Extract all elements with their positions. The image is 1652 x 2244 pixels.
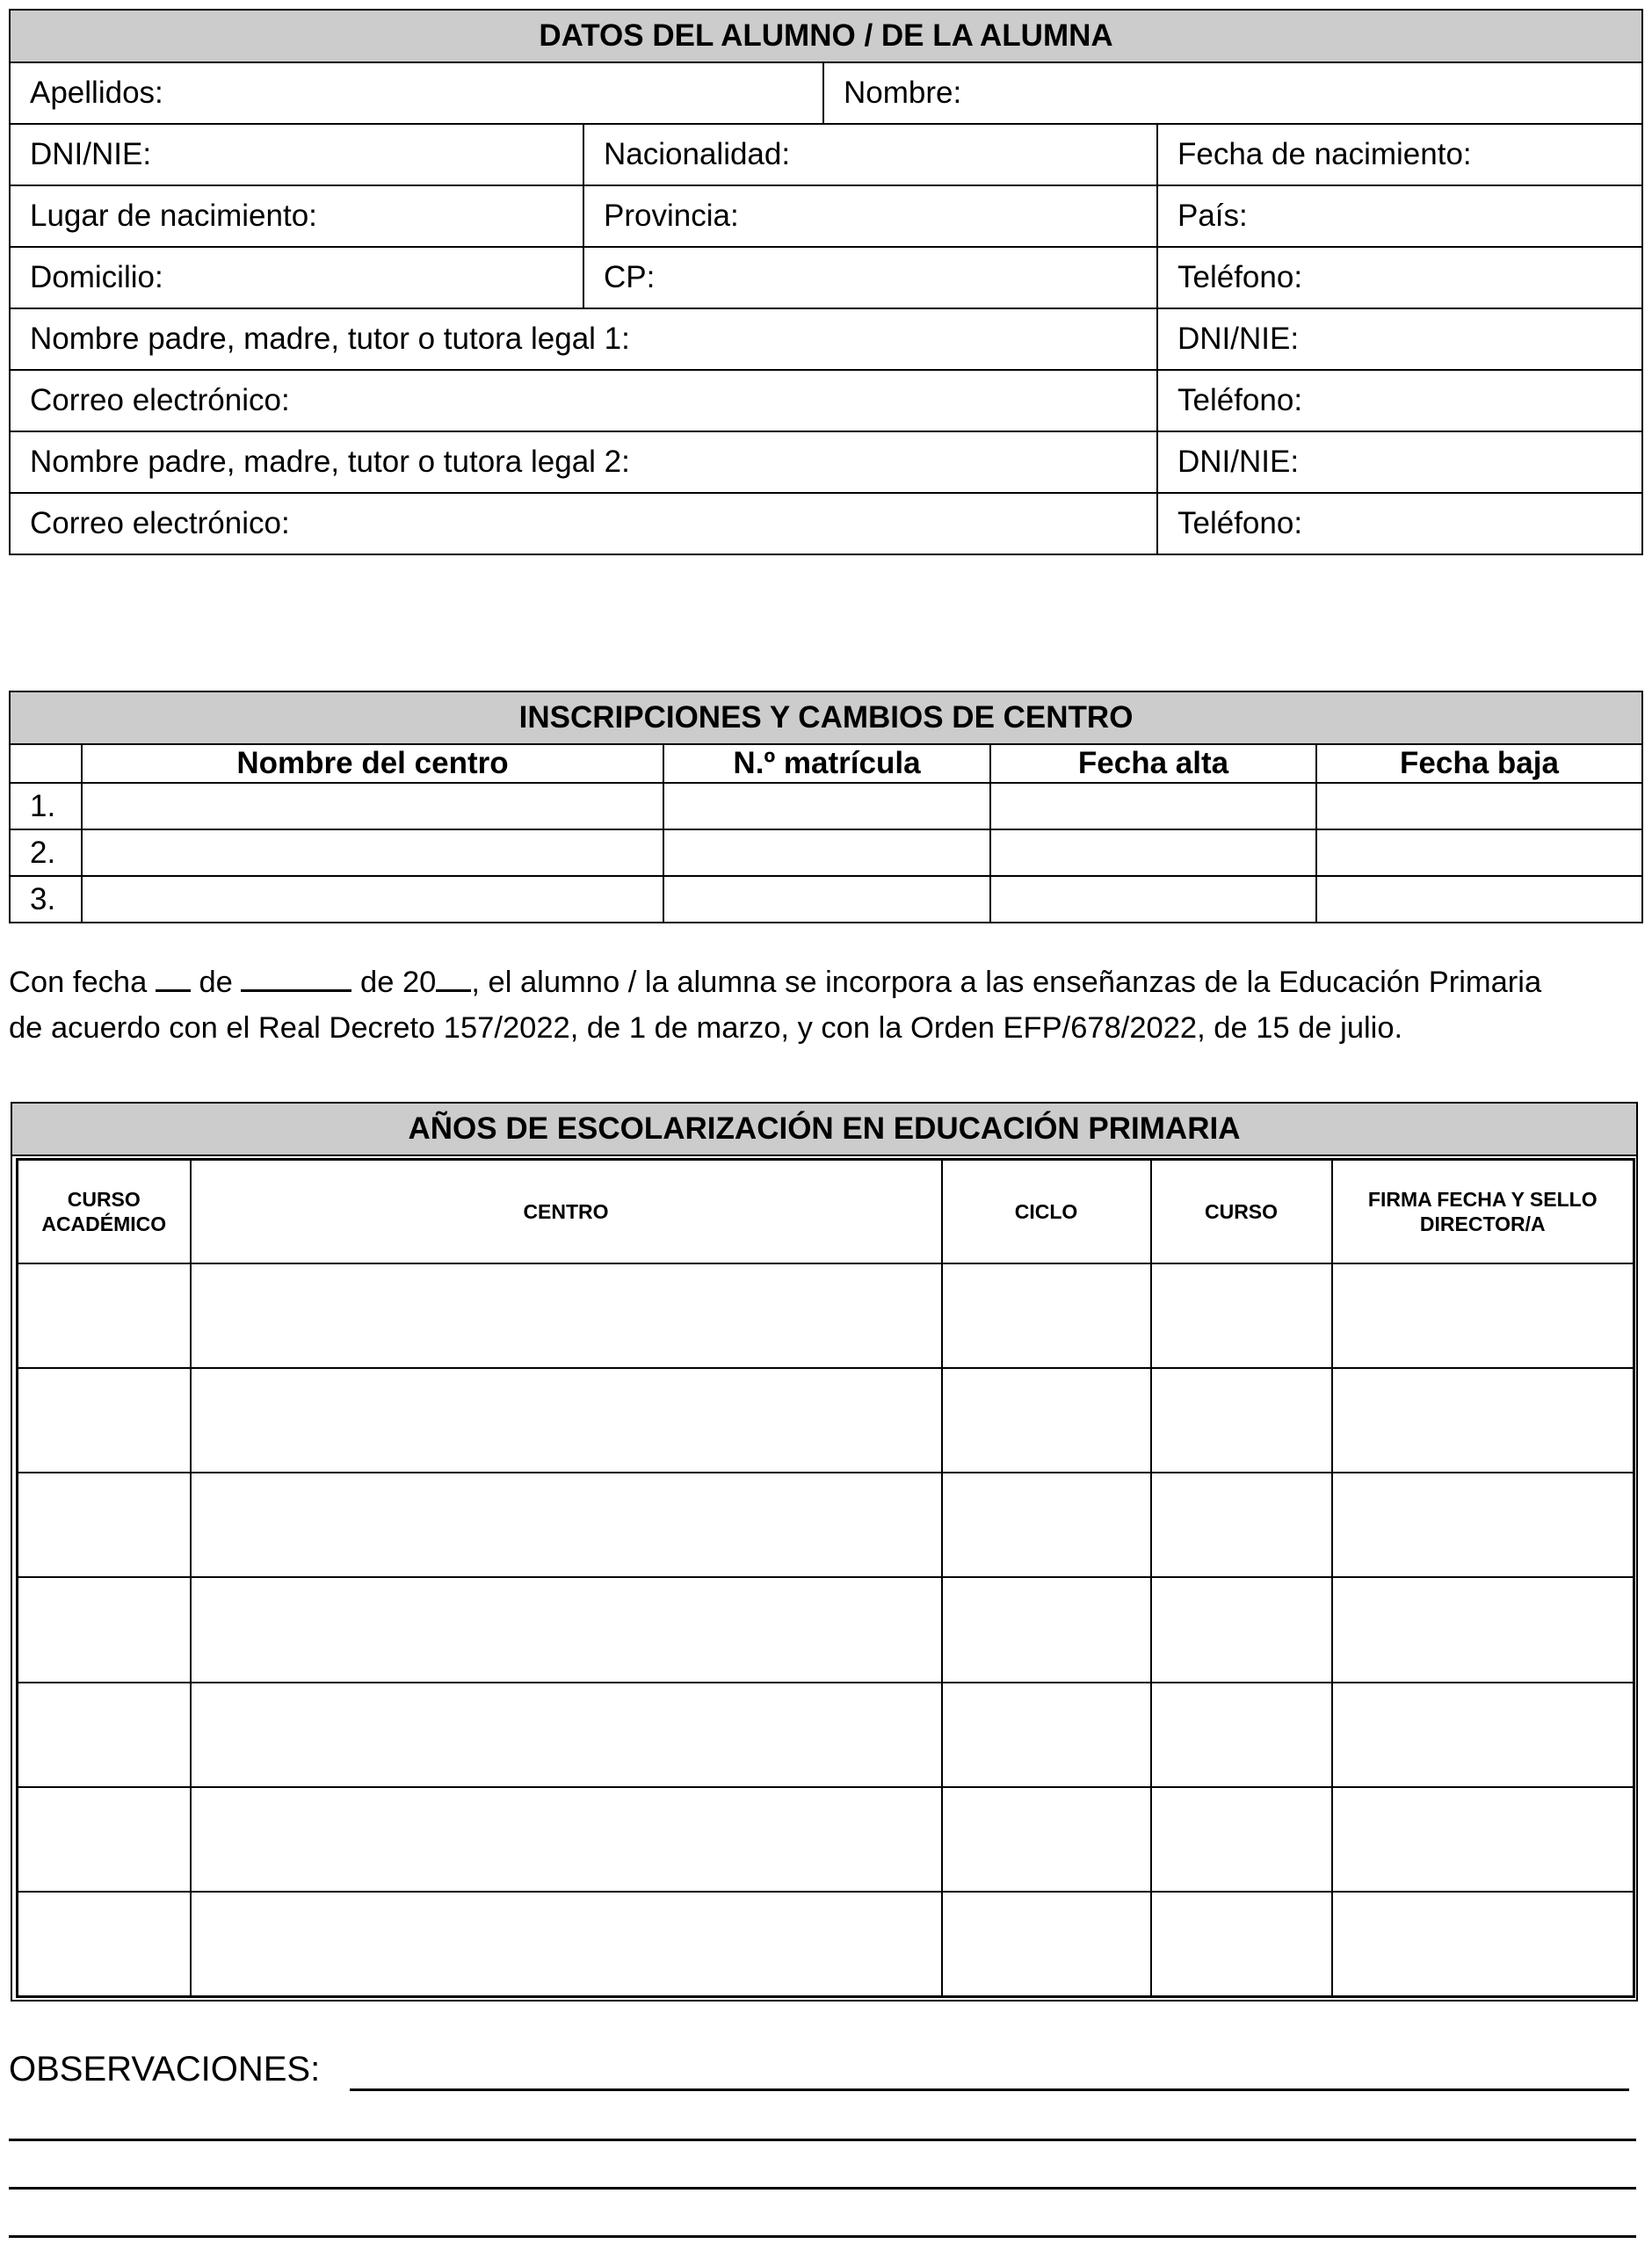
enrollments-table [9,691,1643,923]
table-row [18,1368,1634,1473]
telefono-field[interactable]: Teléfono: [1157,247,1642,308]
fecha-alta-cell[interactable] [990,876,1316,923]
column-header-ciclo: CICLO [942,1160,1151,1264]
tutor1-phone-field[interactable]: Teléfono: [1157,370,1642,431]
curso-cell[interactable] [1151,1473,1332,1577]
curso-cell[interactable] [1151,1368,1332,1473]
cp-field[interactable]: CP: [583,247,1157,308]
header-line: FIRMA FECHA Y SELLO [1367,1188,1598,1212]
observations-line-1[interactable] [350,2088,1629,2091]
tutor1-email-field[interactable]: Correo electrónico: [10,370,1157,431]
column-header-centro: CENTRO [191,1160,942,1264]
column-header-index [10,744,82,783]
observations-label: OBSERVACIONES: [9,2050,321,2088]
ciclo-cell[interactable] [942,1263,1151,1368]
curso-cell[interactable] [1151,1787,1332,1892]
text-incorporation: , el alumno / la alumna se incorpora a las enseñanzas de la Educación Primaria [471,966,1542,999]
tutor1-dni-field[interactable]: DNI/NIE: [1157,308,1642,370]
month-blank[interactable] [241,963,351,992]
table-row [18,1473,1634,1577]
apellidos-field[interactable]: Apellidos: [10,62,823,124]
header-line: DIRECTOR/A [1419,1212,1546,1236]
centro-cell[interactable] [82,829,663,876]
table-row [10,829,1642,876]
incorporation-line-1 [9,959,1643,1005]
centro-cell[interactable] [191,1787,942,1892]
nombre-field[interactable]: Nombre: [823,62,1642,124]
centro-cell[interactable] [191,1892,942,1997]
centro-cell[interactable] [191,1263,942,1368]
firma-cell[interactable] [1332,1787,1634,1892]
fecha-nacimiento-field[interactable]: Fecha de nacimiento: [1157,124,1642,185]
curso-cell[interactable] [1151,1577,1332,1682]
column-header-matricula: N.º matrícula [663,744,990,783]
firma-cell[interactable] [1332,1892,1634,1997]
curso-cell[interactable] [1151,1683,1332,1787]
enrollments-title: INSCRIPCIONES Y CAMBIOS DE CENTRO [10,691,1642,744]
domicilio-field[interactable]: Domicilio: [10,247,583,308]
ciclo-cell[interactable] [942,1892,1151,1997]
text-de-20: de 20 [360,966,437,999]
incorporation-line-2: de acuerdo con el Real Decreto 157/2022, de 1 de marzo, y con la Orden EFP/678/2022, de 15 de julio. [9,1011,1403,1045]
curso-academico-cell[interactable] [18,1683,191,1787]
table-row [18,1787,1634,1892]
table-row [10,876,1642,923]
tutor2-email-field[interactable]: Correo electrónico: [10,493,1157,554]
curso-cell[interactable] [1151,1263,1332,1368]
table-row [18,1263,1634,1368]
centro-cell[interactable] [191,1368,942,1473]
fecha-baja-cell[interactable] [1316,829,1642,876]
curso-academico-cell[interactable] [18,1892,191,1997]
day-blank[interactable] [156,963,191,992]
tutor2-name-field[interactable]: Nombre padre, madre, tutor o tutora legal 2: [10,431,1157,493]
table-row [18,1892,1634,1997]
table-row [10,783,1642,829]
schooling-table [16,1158,1635,1998]
observations-line-2[interactable] [9,2139,1636,2141]
column-header-firma [1332,1160,1634,1264]
pais-field[interactable]: País: [1157,185,1642,247]
curso-academico-cell[interactable] [18,1368,191,1473]
provincia-field[interactable]: Provincia: [583,185,1157,247]
ciclo-cell[interactable] [942,1577,1151,1682]
student-data-title: DATOS DEL ALUMNO / DE LA ALUMNA [10,10,1642,62]
nacionalidad-field[interactable]: Nacionalidad: [583,124,1157,185]
table-row [18,1577,1634,1682]
fecha-alta-cell[interactable] [990,829,1316,876]
column-header-centro: Nombre del centro [82,744,663,783]
row-number: 2. [10,829,82,876]
ciclo-cell[interactable] [942,1787,1151,1892]
header-line: ACADÉMICO [41,1212,167,1236]
firma-cell[interactable] [1332,1368,1634,1473]
tutor1-name-field[interactable]: Nombre padre, madre, tutor o tutora legal 1: [10,308,1157,370]
dni-field[interactable]: DNI/NIE: [10,124,583,185]
curso-academico-cell[interactable] [18,1577,191,1682]
matricula-cell[interactable] [663,876,990,923]
curso-academico-cell[interactable] [18,1473,191,1577]
column-header-curso-academico [18,1160,191,1264]
year-blank[interactable] [436,963,471,992]
tutor2-dni-field[interactable]: DNI/NIE: [1157,431,1642,493]
fecha-alta-cell[interactable] [990,783,1316,829]
text-con-fecha: Con fecha [9,966,148,999]
firma-cell[interactable] [1332,1473,1634,1577]
text-de: de [199,966,233,999]
incorporation-paragraph [9,959,1643,1051]
firma-cell[interactable] [1332,1683,1634,1787]
tutor2-phone-field[interactable]: Teléfono: [1157,493,1642,554]
centro-cell[interactable] [82,876,663,923]
row-number: 1. [10,783,82,829]
centro-cell[interactable] [191,1473,942,1577]
fecha-baja-cell[interactable] [1316,783,1642,829]
ciclo-cell[interactable] [942,1683,1151,1787]
table-row [18,1683,1634,1787]
column-header-fecha-alta: Fecha alta [990,744,1316,783]
firma-cell[interactable] [1332,1263,1634,1368]
firma-cell[interactable] [1332,1577,1634,1682]
schooling-section [11,1102,1638,2002]
centro-cell[interactable] [191,1577,942,1682]
observations-line-3[interactable] [9,2187,1636,2190]
schooling-title: AÑOS DE ESCOLARIZACIÓN EN EDUCACIÓN PRIMARIA [12,1104,1636,1156]
ciclo-cell[interactable] [942,1473,1151,1577]
header-line: CURSO [67,1188,141,1212]
column-header-curso: CURSO [1151,1160,1332,1264]
curso-cell[interactable] [1151,1892,1332,1997]
row-number: 3. [10,876,82,923]
observations-line-4[interactable] [9,2235,1636,2238]
centro-cell[interactable] [82,783,663,829]
column-header-fecha-baja: Fecha baja [1316,744,1642,783]
curso-academico-cell[interactable] [18,1787,191,1892]
matricula-cell[interactable] [663,783,990,829]
matricula-cell[interactable] [663,829,990,876]
centro-cell[interactable] [191,1683,942,1787]
curso-academico-cell[interactable] [18,1263,191,1368]
student-data-table [9,9,1643,555]
fecha-baja-cell[interactable] [1316,876,1642,923]
ciclo-cell[interactable] [942,1368,1151,1473]
lugar-nacimiento-field[interactable]: Lugar de nacimiento: [10,185,583,247]
